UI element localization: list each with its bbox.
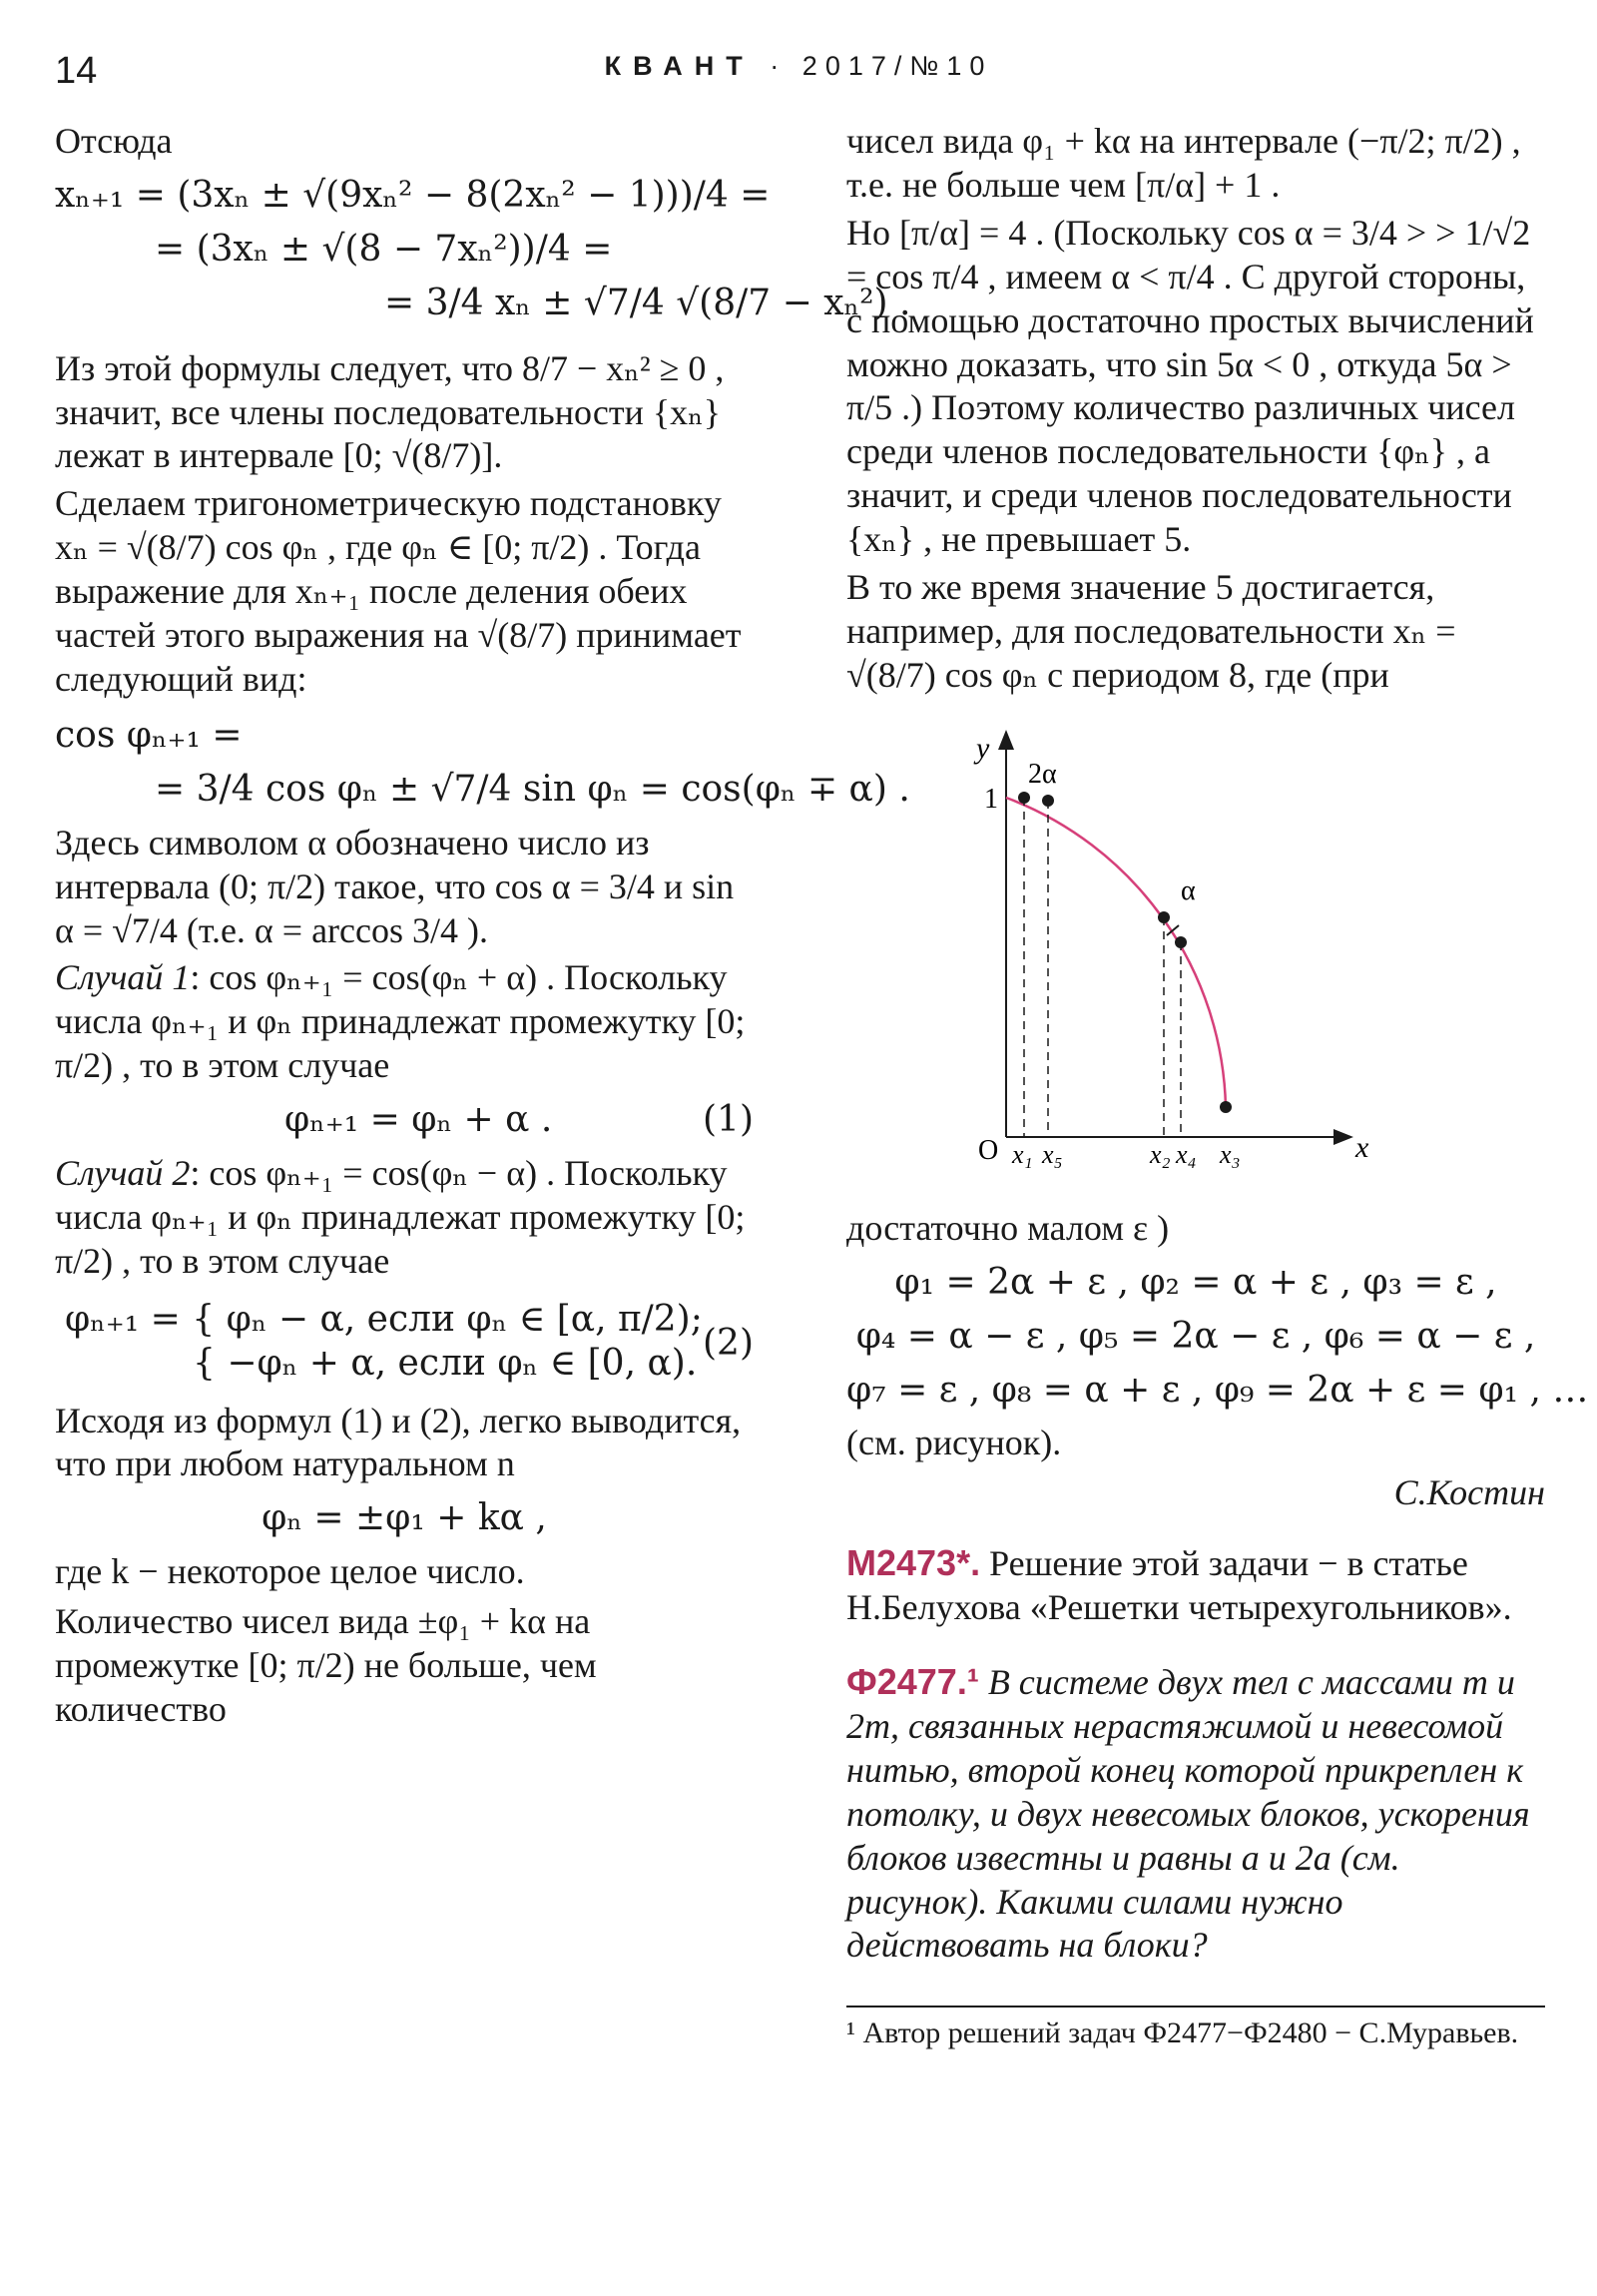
two-alpha-label: 2α [1028,758,1057,790]
equation: xₙ₊₁ = (3xₙ ± √(9xₙ² − 8(2xₙ² − 1)))/4 = [55,174,771,216]
paragraph: Отсюда [55,121,173,161]
figure-svg [936,718,1415,1197]
equation: = 3/4 xₙ ± √7/4 √(8/7 − xₙ²) . [384,282,911,323]
paragraph: Количество чисел вида ±φ₁ + kα на промежутке [0; π/2) не больше, чем количество [55,1601,597,1729]
author-signature: С.Костин [1393,1472,1545,1513]
point-x4 [1175,936,1187,948]
equation-line: φₙ₊₁ = { φₙ − α, если φₙ ∈ [α, π/2); [65,1298,703,1340]
case-label: Случай 2 [55,1153,191,1194]
paragraph: В то же время значение 5 достигается, например, для последовательности xₙ = √(8/7) cos φₙ с периодом 8, где (при [846,567,1456,695]
case-label: Случай 1 [55,957,191,998]
paragraph [55,956,754,1088]
problem-text: Решение этой задачи − в статье Н.Белухова «Решетки четырехугольников». [846,1543,1512,1628]
header-separator: · [770,51,788,81]
equation-number: (1) [703,1099,754,1141]
origin-label: O [978,1134,999,1166]
problem-f2477 [846,1660,1545,1968]
x2-label: x₂ [1150,1139,1171,1169]
x-label: x [1355,1130,1369,1164]
equation: = 3/4 cos φₙ ± √7/4 sin φₙ = cos(φₙ ∓ α) . [155,768,910,810]
paragraph: Здесь символом α обозначено число из интервала (0; π/2) такое, что cos α = 3/4 и sin α = √7/4 (т.е. α = arccos 3/4 ). [55,822,735,950]
paragraph: где k − некоторое целое число. [55,1551,525,1592]
journal-title: КВАНТ [604,51,755,81]
equation: = (3xₙ ± √(8 − 7xₙ²))/4 = [155,228,613,270]
paragraph: Из этой формулы следует, что 8/7 − xₙ² ≥ 0 , значит, все члены последовательности {xₙ} лежат в интервале [0; √(8/7)]. [55,347,725,476]
footnote-divider [846,2006,1545,2008]
point-x1 [1018,792,1030,804]
equation: φ₄ = α − ε , φ₅ = 2α − ε , φ₆ = α − ε , [855,1315,1536,1357]
y-label: y [976,731,990,765]
x1-label: x₁ [1012,1139,1033,1169]
equation-body: φₙ₊₁ = φₙ + α . [284,1099,553,1141]
case-text: : cos φₙ₊₁ = cos(φₙ − α) . Поскольку числа φₙ₊₁ и φₙ принадлежат промежутку [0; π/2) , то в этом случае [55,1153,746,1281]
journal-header [0,50,1597,83]
case-text: : cos φₙ₊₁ = cos(φₙ + α) . Поскольку числа φₙ₊₁ и φₙ принадлежат промежутку [0; π/2) , то в этом случае [55,957,746,1086]
x4-label: x₄ [1176,1139,1197,1169]
x5-label: x₅ [1042,1139,1063,1169]
problem-text: В системе двух тел с массами m и 2m, связанных нерастяжимой и невесомой нитью, второй конец которой прикреплен к потолку, и двух невесомых блоков, ускорения блоков известны и равны a и 2a (см. рисунок). Какими силами нужно действовать на блоки? [846,1662,1530,1966]
paragraph: Сделаем тригонометрическую подстановку xₙ = √(8/7) cos φₙ , где φₙ ∈ [0; π/2) . Тогда выражение для xₙ₊₁ после деления обеих частей этого выражения на √(8/7) принимает следующий вид: [55,483,742,699]
problem-heading: М2473*. [846,1542,981,1584]
equation-line: { −φₙ + α, если φₙ ∈ [0, α). [193,1342,698,1384]
equation: φ₁ = 2α + ε , φ₂ = α + ε , φ₃ = ε , [894,1261,1497,1303]
paragraph: достаточно малом ε ) [846,1207,1170,1248]
paragraph: Исходя из формул (1) и (2), легко выводится, что при любом натуральном n [55,1400,742,1484]
x3-label: x₃ [1220,1139,1241,1169]
curve-arc [1006,798,1226,1107]
equation [55,1098,754,1142]
paragraph: чисел вида φ₁ + kα на интервале (−π/2; π/2) , т.е. не больше чем [π/α] + 1 . [846,121,1521,205]
alpha-label: α [1181,874,1196,906]
equation-piecewise [55,1298,754,1386]
footnote: ¹ Автор решений задач Ф2477−Ф2480 − С.Муравьев. [846,2016,1519,2050]
paragraph: (см. рисунок). [846,1423,1062,1463]
point-x2 [1158,911,1170,923]
equation: cos φₙ₊₁ = [55,714,243,756]
problem-m2473 [846,1541,1545,1630]
journal-issue: 2017/№10 [801,51,993,81]
paragraph: Но [π/α] = 4 . (Поскольку cos α = 3/4 > > 1/√2 = cos π/4 , имеем α < π/4 . С другой стороны, с помощью достаточно простых вычислений можно доказать, что sin 5α < 0 , откуда 5α > π/5 .) Поэтому количество различных чисел среди членов последовательности {φₙ} , а значит, и среди членов последовательности {xₙ} , не превышает 5. [846,212,1534,560]
right-column [846,120,1589,2052]
equation-number: (2) [703,1322,754,1364]
equation: φₙ = ±φ₁ + kα , [262,1497,547,1539]
problem-heading: Ф2477.¹ [846,1661,979,1703]
left-column [55,120,911,1738]
point-x5 [1042,795,1054,807]
figure-quarter-circle [936,718,1415,1197]
page-number: 14 [55,50,98,92]
one-label: 1 [984,783,998,815]
equation: φ₇ = ε , φ₈ = α + ε , φ₉ = 2α + ε = φ₁ , … [846,1369,1589,1411]
point-x3 [1220,1101,1232,1113]
paragraph [55,1152,754,1284]
